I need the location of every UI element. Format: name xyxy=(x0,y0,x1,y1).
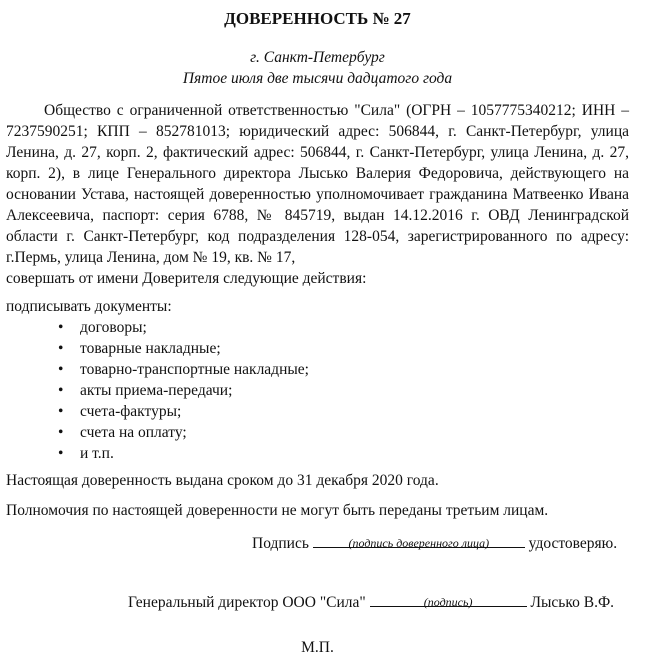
date-line: Пятое июля две тысячи дадцатого года xyxy=(182,70,453,87)
city-line: г. Санкт-Петербург xyxy=(250,49,385,66)
stamp-placeholder: М.П. xyxy=(301,639,334,656)
list-item: • договоры; xyxy=(6,317,629,338)
attorney-signature-line xyxy=(313,533,525,548)
attorney-signature-row xyxy=(252,533,629,554)
actions-intro-line: совершать от имени Доверителя следующие действия: xyxy=(6,270,367,287)
documents-list xyxy=(6,317,629,464)
director-signature-label: Генеральный директор ООО "Сила" xyxy=(128,594,366,611)
principal-details-paragraph: Общество с ограниченной ответственностью "Сила" (ОГРН – 1057775340212; ИНН – 7237590251; КПП – 852781013; юридический адрес: 506844, г. Санкт-Петербург, улица Ленина, д. 27, корп. 2, фактический адрес: 506844, г. Санкт-Петербург, улица Ленина, д. 27, корп. 2), в лице Генерального директора Лысько Валерия Федоровича, действующего на основании Устава, настоящей доверенностью уполномочивает гражданина Матвеенко Ивана Алексеевича, паспорт: серия 6788, № 845719, выдан 14.12.2016 г. ОВД Ленинградской области г. Санкт-Петербург, код подразделения 128-054, зарегистрированного по адресу: г.Пермь, улица Ленина, дом № 19, кв. № 17, xyxy=(6,102,629,266)
director-signature-line xyxy=(370,592,527,607)
list-item: • товарные накладные; xyxy=(6,338,629,359)
validity-line: Настоящая доверенность выдана сроком до 31 декабря 2020 года. xyxy=(6,472,439,489)
list-item: • и т.п. xyxy=(6,443,629,464)
director-signature-name: Лысько В.Ф. xyxy=(530,594,615,611)
non-transfer-line: Полномочия по настоящей доверенности не могут быть переданы третьим лицам. xyxy=(6,502,549,519)
attorney-signature-label: Подпись xyxy=(252,535,309,552)
director-signature-caption: (подпись) xyxy=(423,595,473,609)
attorney-signature-caption: (подпись доверенного лица) xyxy=(348,536,490,550)
director-signature-row xyxy=(128,592,629,613)
list-intro-line: подписывать документы: xyxy=(6,298,172,315)
list-item: • акты приема-передачи; xyxy=(6,380,629,401)
place-date-block xyxy=(6,47,629,89)
document-title: ДОВЕРЕННОСТЬ № 27 xyxy=(224,9,411,28)
list-item: • товарно-транспортные накладные; xyxy=(6,359,629,380)
attorney-signature-suffix: удостоверяю. xyxy=(528,535,618,552)
list-item: • счета-фактуры; xyxy=(6,401,629,422)
list-item: • счета на оплату; xyxy=(6,422,629,443)
